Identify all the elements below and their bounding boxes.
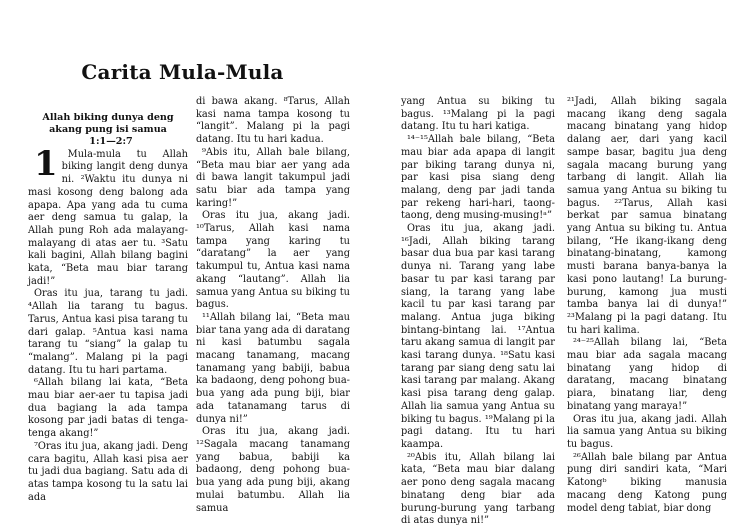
column-4: [567, 96, 727, 515]
section-heading: Allah biking dunya deng akang pung isi samua: [42, 112, 174, 135]
paragraph: ⁷Oras itu jua, akang jadi. Deng cara bagitu, Allah kasi pisa aer tu jadi dua bagiang. Satu ada di atas tampa kosong tu la satu lai ada: [28, 440, 188, 503]
paragraph: ⁹Abis itu, Allah bale bilang, “Beta mau biar aer yang ada di bawa langit takumpul jadi satu biar ada tampa yang karing!”: [196, 146, 350, 209]
section-reference: 1:1—2:7: [89, 136, 133, 147]
column-1: [28, 112, 188, 504]
left-page: [0, 0, 365, 514]
paragraph: ¹⁴⁻¹⁵Allah bale bilang, “Beta mau biar ada apapa di langit par biking tarang dunya ni, par kasi pisa siang deng malang, deng par jadi tanda par rekeng hari-hari, taong-taong, deng musing-musing!ᵃ”: [401, 134, 555, 222]
paragraph: ¹¹Allah bilang lai, “Beta mau biar tana yang ada di daratang ni kasi batumbu sagala macang tanamang, macang tanamang yang babiji, babua ka badaong, deng pohong bua-bua yang ada pung biji, biar ada tatanamang tarus di dunya ni!”: [196, 311, 350, 425]
paragraph: yang Antua su biking tu bagus. ¹³Malang pi la pagi datang. Itu tu hari katiga.: [401, 96, 555, 133]
paragraph: Oras itu jua, tarang tu jadi. ⁴Allah lia tarang tu bagus. Tarus, Antua kasi pisa tarang tu dari galap. ⁵Antua kasi nama tarang tu “siang” la galap tu “malang”. Malang pi la pagi datang. Itu tu hari partama.: [28, 288, 188, 376]
paragraph: [28, 143, 188, 289]
paragraph: Oras itu jua, akang jadi. Allah lia samua yang Antua su biking tu bagus.: [567, 413, 727, 450]
paragraph: di bawa akang. ⁸Tarus, Allah kasi nama tampa kosong tu “langit”. Malang pi la pagi datang. Itu tu hari kadua.: [196, 96, 350, 146]
paragraph: ²⁶Allah bale bilang par Antua pung diri sandiri kata, “Mari Katongᵇ biking manusia macang deng Katong pung model deng tabiat, biar dong: [567, 451, 727, 514]
paragraph-text: Mula-mula tu Allah biking langit deng dunya ni. ²Waktu itu dunya ni masi kosong deng balong ada apapa. Apa yang ada tu cuma aer deng samua tu galap, la Allah pung Roh ada malayang-malayang di atas aer tu. ³Satu kali bagini, Allah bilang bagini kata, “Beta mau biar tarang jadi!”: [28, 148, 188, 287]
paragraph: ²⁰Abis itu, Allah bilang lai kata, “Beta mau biar dalang aer pono deng sagala macang binatang deng biar ada burung-burung yang tarbang di atas dunya ni!”: [401, 451, 555, 527]
page-gutter: [365, 0, 385, 491]
paragraph: ⁶Allah bilang lai kata, “Beta mau biar aer-aer tu tapisa jadi dua bagiang la ada tampa kosong par jadi batas di tenga-tenga akang!”: [28, 377, 188, 440]
book-title: Carita Mula-Mula: [81, 60, 284, 84]
paragraph: Oras itu jua, akang jadi. ¹²Sagala macang tanamang yang babua, babiji ka badaong, deng pohong bua-bua yang ada pung biji, akang mulai batumbu. Allah lia samua: [196, 426, 350, 514]
paragraph: Oras itu jua, akang jadi. ¹⁶Jadi, Allah biking tarang basar dua bua par kasi tarang dunya ni. Tarang yang labe basar tu par kasi tarang par siang, la tarang yang labe kacil tu par kasi tarang par malang. Antua juga biking bintang-bintang lai. ¹⁷Antua taru akang samua di langit par kasi tarang dunya. ¹⁸Satu kasi tarang par siang deng satu lai kasi tarang par malang. Akang kasi pisa tarang deng galap. Allah lia samua yang Antua su biking tu bagus. ¹⁹Malang pi la pagi datang. Itu tu hari kaampa.: [401, 223, 555, 450]
paragraph: ²⁴⁻²⁵Allah bilang lai, “Beta mau biar ada sagala macang binatang yang hidop di daratang, macang binatang piara, binatang liar, deng binatang yang maraya!”: [567, 337, 727, 412]
column-2: [196, 96, 350, 515]
chapter-dropcap: 1: [34, 143, 58, 184]
paragraph: ²¹Jadi, Allah biking sagala macang ikang deng sagala macang binatang yang hidop dalang aer, dari yang kacil sampe basar, bagitu jua deng sagala macang burung yang tarbang di langit. Allah lia samua yang Antua su biking tu bagus. ²²Tarus, Allah kasi berkat par samua binatang yang Antua su biking tu. Antua bilang, “He ikang-ikang deng binatang-binatang, kamong musti barana banya-banya la kasi pono lautang! La burung-burung, kamong jua musti tamba banya lai di dunya!” ²³Malang pi la pagi datang. Itu tu hari kalima.: [567, 96, 727, 336]
paragraph: Oras itu jua, akang jadi. ¹⁰Tarus, Allah kasi nama tampa yang karing tu “daratang” la aer yang takumpul tu, Antua kasi nama akang “lautang”. Allah lia samua yang Antua su biking tu bagus.: [196, 210, 350, 311]
column-3: [401, 96, 555, 528]
